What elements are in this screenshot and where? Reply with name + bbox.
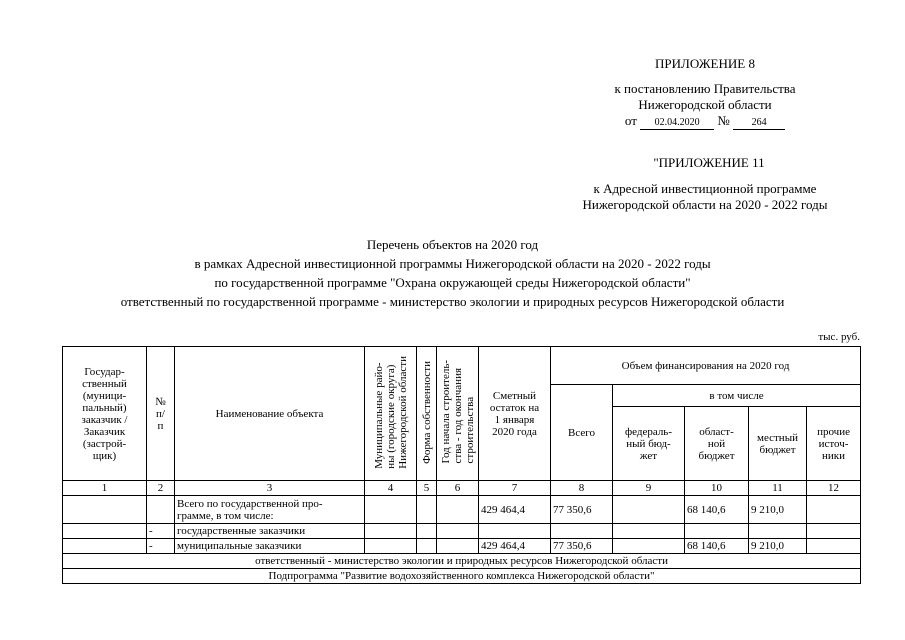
heading-line1: Перечень объектов на 2020 год <box>366 237 539 252</box>
cell-federal <box>613 539 685 554</box>
cell-num <box>147 496 175 524</box>
heading-line2: в рамках Адресной инвестиционной программы Нижегородской области на 2020 - 2022 годы <box>194 256 711 271</box>
cell-total: 77 350,6 <box>551 539 613 554</box>
cell-other <box>807 496 861 524</box>
col-number: 8 <box>551 481 613 496</box>
subprogram-title: Подпрограмма "Развитие водохозяйственного комплекса Нижегородской области" <box>63 569 861 584</box>
appendix-11-line2: Нижегородской области на 2020 - 2022 годы <box>582 197 828 212</box>
responsible-row <box>63 554 861 569</box>
cell-estimate <box>479 524 551 539</box>
header-district-cell <box>365 347 417 481</box>
col-number: 10 <box>685 481 749 496</box>
appendix-8-block <box>600 56 810 130</box>
subprogram-row <box>63 569 861 584</box>
header-years: Год начала строитель- ства - год окончания строительства <box>439 360 476 464</box>
cell-name: государственные заказчики <box>175 524 365 539</box>
cell-name: муниципальные заказчики <box>175 539 365 554</box>
col-number: 6 <box>437 481 479 496</box>
cell-estimate: 429 464,4 <box>479 496 551 524</box>
header-district: Муниципальные райо- ны (городские округа) Нижегородской области <box>372 355 409 469</box>
appendix-8-date-line <box>600 113 810 130</box>
table-row <box>63 539 861 554</box>
cell-ownership <box>417 496 437 524</box>
col-number: 4 <box>365 481 417 496</box>
cell-estimate: 429 464,4 <box>479 539 551 554</box>
cell-district <box>365 496 417 524</box>
header-other: прочие источ- ники <box>807 407 861 481</box>
cell-district <box>365 524 417 539</box>
cell-total: 77 350,6 <box>551 496 613 524</box>
header-federal: федераль- ный бюд- жет <box>613 407 685 481</box>
col-number: 9 <box>613 481 685 496</box>
cell-years <box>437 524 479 539</box>
header-customer: Государ- ственный (муници- пальный) заказчик / Заказчик (застрой- щик) <box>63 347 147 481</box>
col-number: 2 <box>147 481 175 496</box>
header-including: в том числе <box>613 385 861 407</box>
cell-district <box>365 539 417 554</box>
cell-num: - <box>147 539 175 554</box>
header-name: Наименование объекта <box>175 347 365 481</box>
number-label: № <box>717 113 730 128</box>
col-number: 12 <box>807 481 861 496</box>
cell-customer <box>63 496 147 524</box>
cell-total <box>551 524 613 539</box>
cell-federal <box>613 524 685 539</box>
header-years-cell <box>437 347 479 481</box>
col-number: 1 <box>63 481 147 496</box>
col-number: 3 <box>175 481 365 496</box>
col-number: 7 <box>479 481 551 496</box>
cell-name: Всего по государственной про- грамме, в том числе: <box>175 496 365 524</box>
header-ownership-cell <box>417 347 437 481</box>
column-numbers-row <box>63 481 861 496</box>
appendix-11-line1: к Адресной инвестиционной программе <box>593 181 817 196</box>
cell-local <box>749 524 807 539</box>
appendix-8-line1: к постановлению Правительства <box>614 81 796 96</box>
table-row <box>63 524 861 539</box>
cell-customer <box>63 524 147 539</box>
decree-date: 02.04.2020 <box>640 117 714 130</box>
table-row <box>63 496 861 524</box>
header-financing: Объем финансирования на 2020 год <box>551 347 861 385</box>
cell-customer <box>63 539 147 554</box>
appendix-8-line2: Нижегородской области <box>638 97 772 112</box>
cell-regional <box>685 524 749 539</box>
cell-years <box>437 539 479 554</box>
decree-number: 264 <box>733 117 785 130</box>
cell-ownership <box>417 539 437 554</box>
col-number: 5 <box>417 481 437 496</box>
header-estimate: Сметный остаток на 1 января 2020 года <box>479 347 551 481</box>
header-num: № п/ п <box>147 347 175 481</box>
cell-local: 9 210,0 <box>749 539 807 554</box>
units-label: тыс. руб. <box>818 331 860 343</box>
col-number: 11 <box>749 481 807 496</box>
cell-num: - <box>147 524 175 539</box>
objects-table <box>62 346 861 584</box>
cell-local: 9 210,0 <box>749 496 807 524</box>
appendix-11-block <box>560 155 850 213</box>
heading-line3: по государственной программе "Охрана окружающей среды Нижегородской области" <box>214 275 691 290</box>
from-label: от <box>624 113 637 128</box>
appendix-11-title: "ПРИЛОЖЕНИЕ 11 <box>653 155 765 170</box>
appendix-8-title: ПРИЛОЖЕНИЕ 8 <box>655 56 755 71</box>
cell-regional: 68 140,6 <box>685 539 749 554</box>
header-regional: област- ной бюджет <box>685 407 749 481</box>
header-local: местный бюджет <box>749 407 807 481</box>
cell-other <box>807 539 861 554</box>
cell-years <box>437 496 479 524</box>
cell-ownership <box>417 524 437 539</box>
header-ownership: Форма собственности <box>420 360 433 464</box>
cell-other <box>807 524 861 539</box>
cell-federal <box>613 496 685 524</box>
cell-regional: 68 140,6 <box>685 496 749 524</box>
header-total: Всего <box>551 385 613 481</box>
heading-line4: ответственный по государственной программе - министерство экологии и природных ресурсов Нижегородской области <box>120 294 785 309</box>
responsible-ministry: ответственный - министерство экологии и природных ресурсов Нижегородской области <box>63 554 861 569</box>
